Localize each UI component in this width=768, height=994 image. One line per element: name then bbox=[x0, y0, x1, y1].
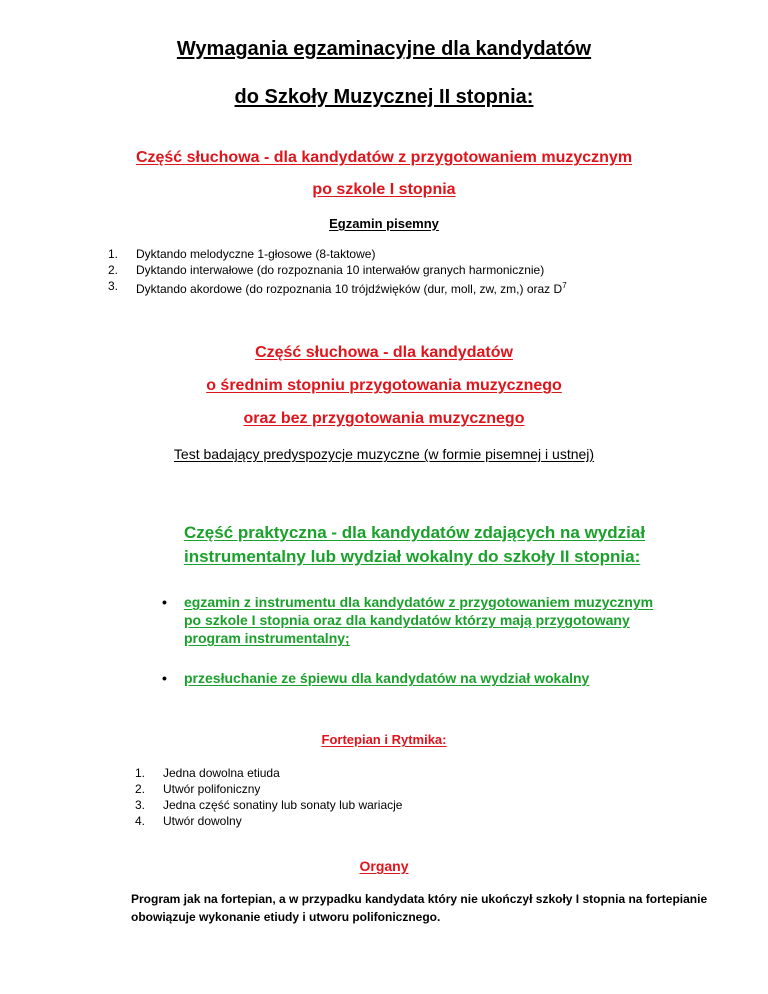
superscript: 7 bbox=[562, 281, 567, 290]
section4-heading bbox=[0, 732, 768, 747]
list-text: Utwór polifoniczny bbox=[163, 782, 261, 796]
page-title-line-2 bbox=[0, 86, 768, 109]
section4-heading-text: Fortepian i Rytmika: bbox=[321, 732, 447, 747]
list-item bbox=[162, 669, 674, 687]
section1-heading-2 bbox=[0, 181, 768, 199]
section2-heading-2-text: o średnim stopniu przygotowania muzycznego bbox=[206, 377, 562, 394]
section2-heading-3-text: oraz bez przygotowania muzycznego bbox=[243, 410, 525, 427]
list-item bbox=[162, 593, 674, 647]
list-number: 3. bbox=[135, 798, 146, 812]
bullet-icon: • bbox=[162, 594, 167, 610]
title-line-2: do Szkoły Muzycznej II stopnia: bbox=[234, 86, 534, 108]
bullet-text: przesłuchanie ze śpiewu dla kandydatów na wydział wokalny bbox=[184, 670, 590, 686]
section5-heading bbox=[0, 858, 768, 874]
list-item bbox=[108, 246, 736, 262]
page-title bbox=[0, 38, 768, 61]
list-number: 2. bbox=[135, 782, 146, 796]
section2-heading-1 bbox=[0, 344, 768, 362]
bullet-text: egzamin z instrumentu dla kandydatów z przygotowaniem muzycznym po szkole I stopnia oraz dla kandydatów którzy mają przygotowany program instrumentalny; bbox=[184, 594, 654, 646]
list-item bbox=[135, 813, 663, 829]
section2-heading-1-text: Część słuchowa - dla kandydatów bbox=[255, 344, 513, 361]
section2-heading-2 bbox=[0, 377, 768, 395]
section2-text-content: Test badający predyspozycje muzyczne (w formie pisemnej i ustnej) bbox=[173, 446, 595, 462]
list-item bbox=[135, 765, 663, 781]
list-text: Jedna część sonatiny lub sonaty lub wariacje bbox=[163, 798, 403, 812]
section2-heading-3 bbox=[0, 410, 768, 428]
list-text: Utwór dowolny bbox=[163, 814, 242, 828]
list-text: Jedna dowolna etiuda bbox=[163, 766, 280, 780]
section4-list bbox=[135, 765, 663, 829]
list-text: Dyktando melodyczne 1-głosowe (8-taktowe) bbox=[136, 247, 376, 261]
section3-bullet-list bbox=[162, 593, 674, 687]
bullet-icon: • bbox=[162, 670, 167, 686]
section5-text: Program jak na fortepian, a w przypadku kandydata który nie ukończył szkoły I stopnia na fortepianie obowiązuje wykonanie etiudy i utworu polifonicznego. bbox=[131, 892, 708, 924]
list-text: Dyktando interwałowe (do rozpoznania 10 interwałów granych harmonicznie) bbox=[136, 263, 545, 277]
list-number: 2. bbox=[108, 263, 119, 277]
section1-heading-1-text: Część słuchowa - dla kandydatów z przygotowaniem muzycznym bbox=[135, 149, 633, 166]
section5-heading-text: Organy bbox=[359, 858, 409, 874]
list-item bbox=[135, 781, 663, 797]
list-item bbox=[135, 797, 663, 813]
list-text: Dyktando akordowe (do rozpoznania 10 trójdźwięków (dur, moll, zw, zm,) oraz D bbox=[136, 282, 563, 296]
list-item bbox=[108, 262, 736, 278]
title-line-1: Wymagania egzaminacyjne dla kandydatów bbox=[176, 38, 592, 60]
section3-heading-1-text: Część praktyczna - dla kandydatów zdających na wydział bbox=[184, 523, 646, 542]
list-number: 4. bbox=[135, 814, 146, 828]
section1-subheading bbox=[0, 216, 768, 231]
section1-heading-1 bbox=[0, 149, 768, 167]
section1-subheading-text: Egzamin pisemny bbox=[329, 216, 439, 231]
section1-list bbox=[108, 246, 736, 296]
section2-text bbox=[0, 446, 768, 462]
section3-heading bbox=[184, 521, 645, 569]
list-number: 1. bbox=[108, 247, 119, 261]
section3-heading-2-text: instrumentalny lub wydział wokalny do szkoły II stopnia: bbox=[184, 547, 641, 566]
list-item bbox=[108, 278, 736, 296]
section1-heading-2-text: po szkole I stopnia bbox=[312, 181, 456, 198]
list-number: 3. bbox=[108, 279, 119, 293]
list-number: 1. bbox=[135, 766, 146, 780]
